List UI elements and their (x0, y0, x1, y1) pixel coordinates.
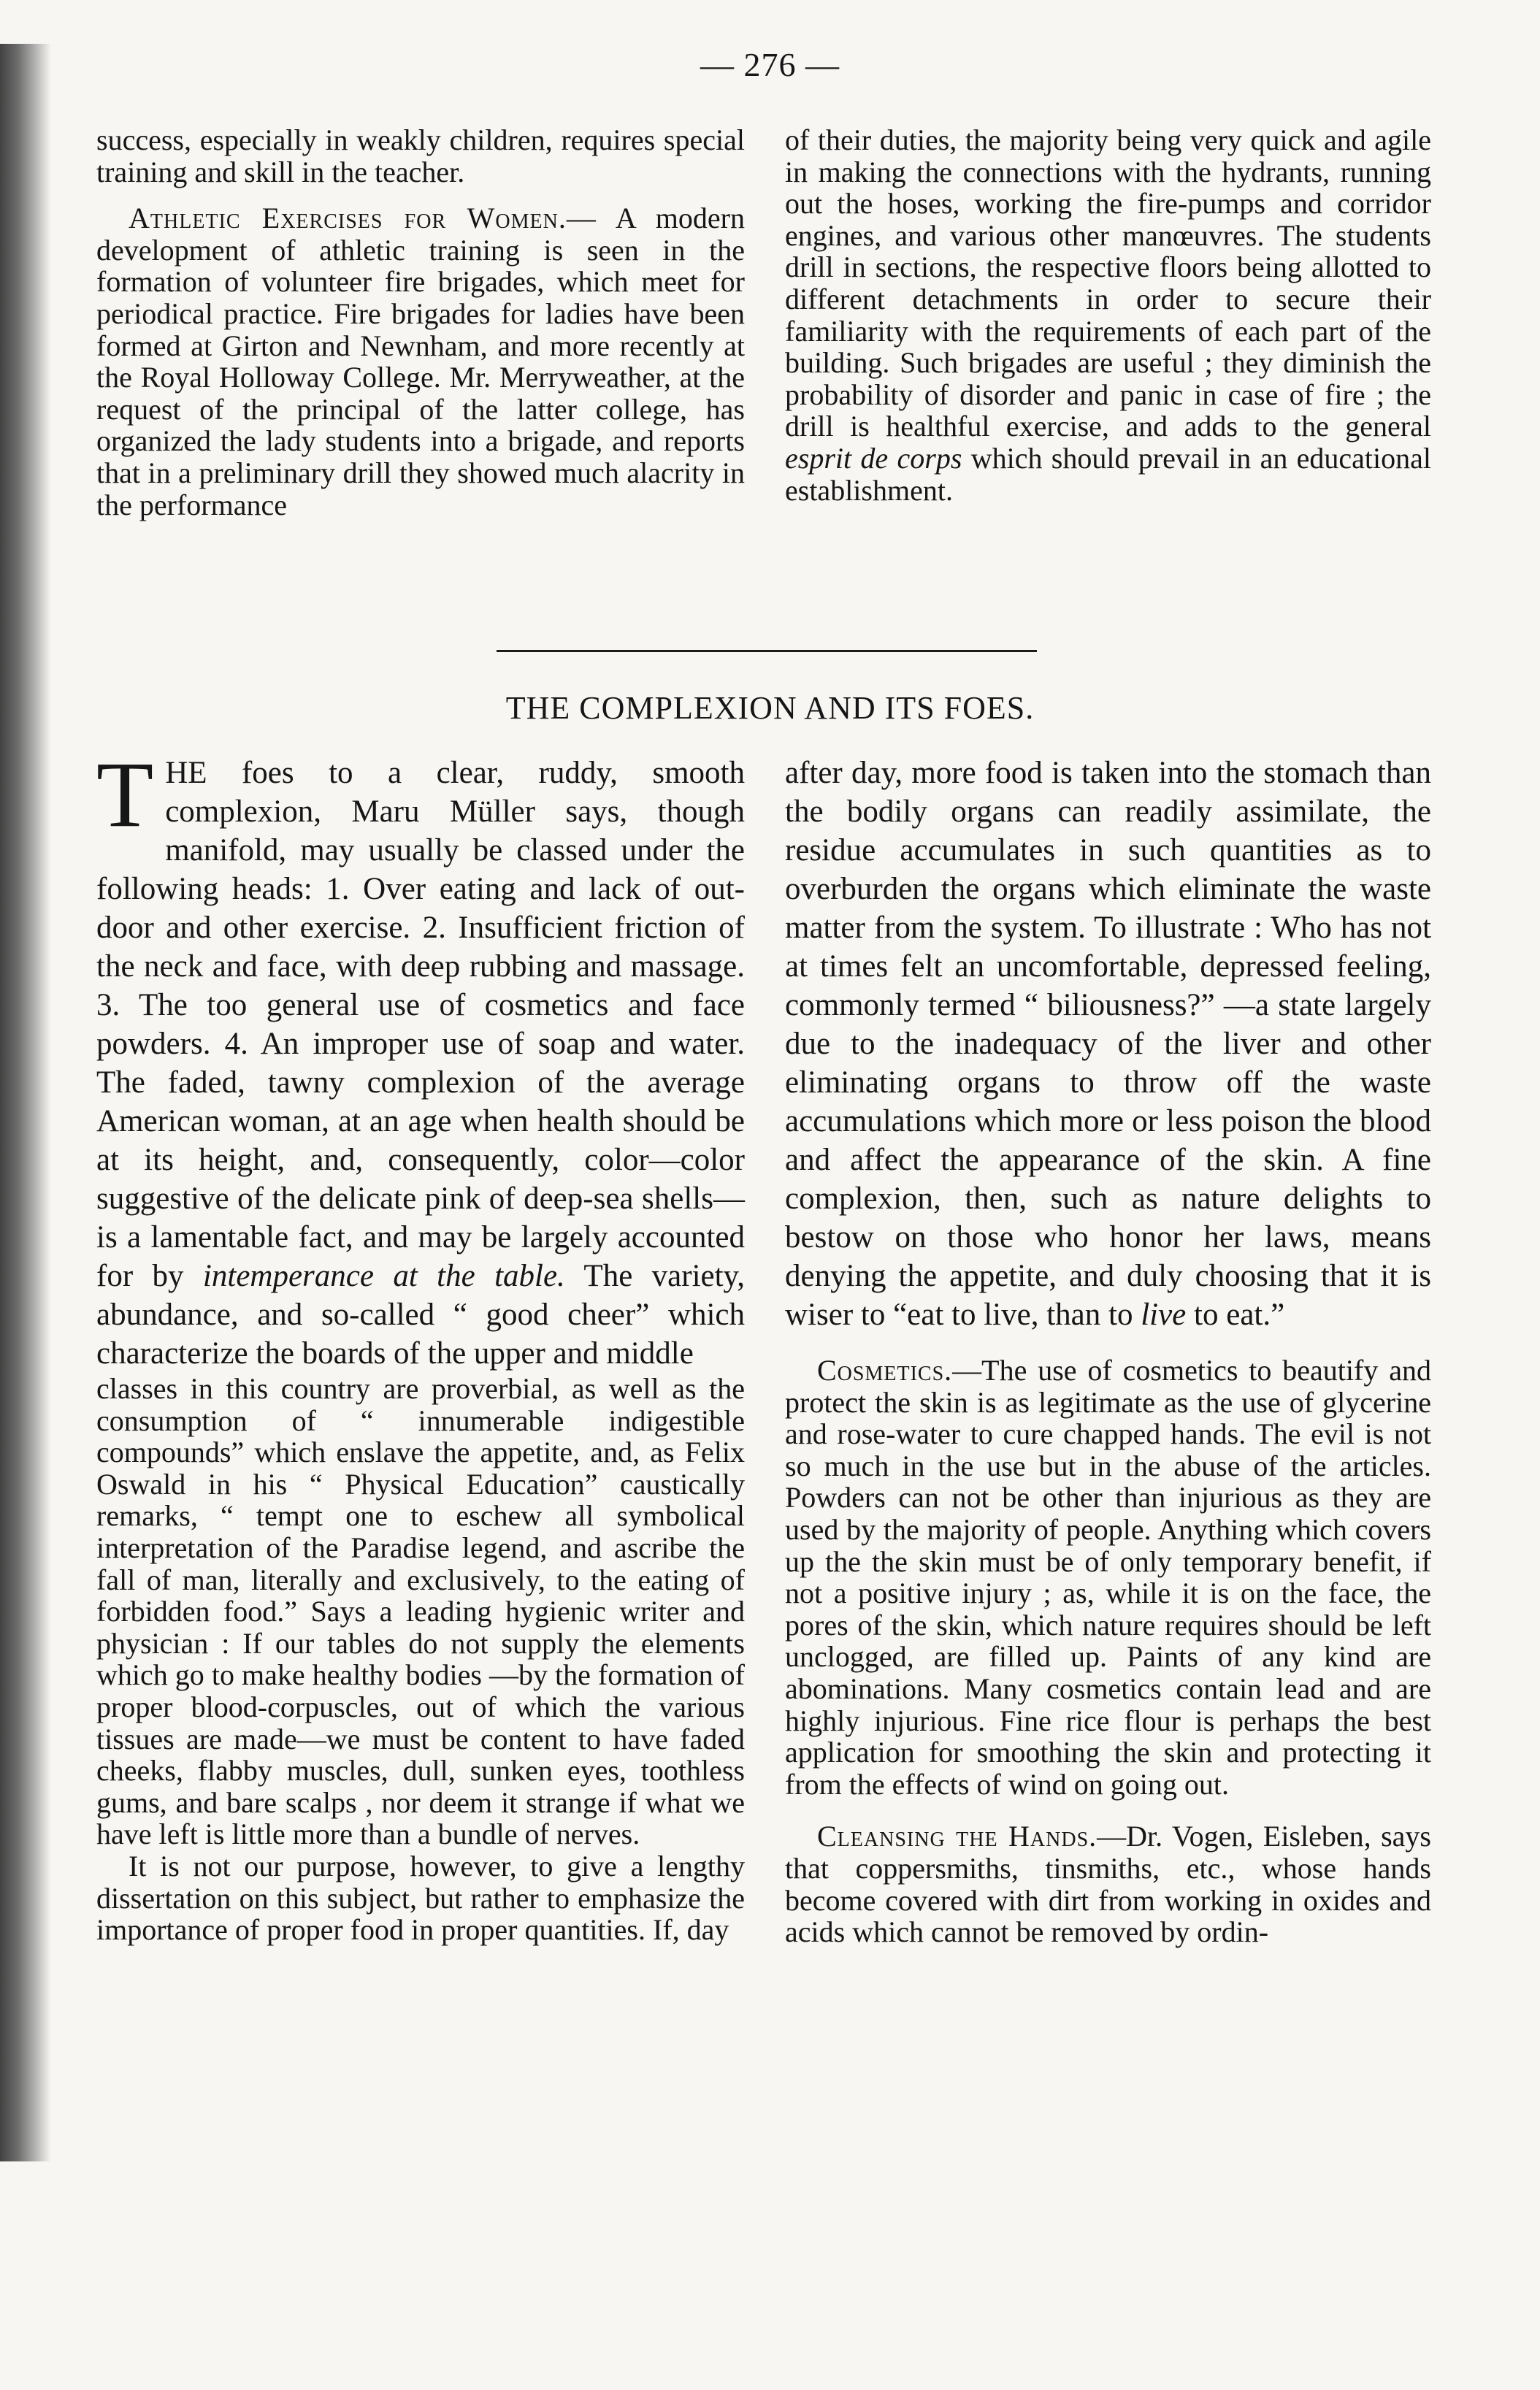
paragraph-food-continued (785, 754, 1431, 1334)
article-title: THE COMPLEXION AND ITS FOES. (505, 690, 1035, 726)
page-number: — 276 — (700, 46, 840, 83)
intemperance-italic: intemperance at the table. (202, 1259, 565, 1293)
paragraph-foes-intro (96, 743, 746, 1373)
food-tail: to eat.” (1186, 1298, 1285, 1332)
column-top-left (96, 124, 745, 521)
paragraph-training-continued: success, especially in weakly children, requires special training and skill in the teacher. (96, 123, 745, 188)
athletic-exercises-text: A modern development of athletic training is seen in the formation of volunteer fire brigades, which meet for periodical practice. Fire brigades for ladies have been formed at Girton and Newnham, and more recently at the Royal Holloway College. Mr. Merryweather, at the request of the principal of the latter college, has organized the lady students into a brigade, and reports that in a preliminary drill they showed much alacrity in the performance (96, 202, 745, 521)
column-bottom-left (96, 743, 746, 1947)
cleansing-hands-text: —Dr. Vogen, Eisleben, says that coppersmiths, tinsmiths, etc., whose hands become covered with dirt from working in oxides and acids which cannot be removed by ordin- (785, 1820, 1431, 1949)
paragraph-fire-brigades-continued (785, 124, 1431, 506)
paragraph-cleansing-hands (785, 1820, 1431, 1947)
esprit-de-corps-italic: esprit de corps (785, 441, 962, 475)
page-binding-shadow (0, 44, 51, 2161)
column-top-right (785, 124, 1431, 506)
fire-brigades-tail: which should prevail in an educational establishment. (785, 441, 1431, 507)
section-heading-cosmetics: Cosmetics. (817, 1354, 953, 1387)
paragraph-foes-continued: classes in this country are proverbial, as well as the consumption of “ innumerable indigestible compounds” which enslave the appetite, and, as Felix Oswald in his “ Physical Education” caustically remarks, “ tempt one to eschew all symbolical interpretation of the Paradise legend, and ascribe the fall of man, literally and exclusively, to the eating of forbidden food.” Says a leading hygienic writer and physician : If our tables do not supply the elements which go to make healthy bodies —by the formation of proper blood-corpuscles, out of which the various tissues are made—we must be content to have faded cheeks, flabby muscles, dull, sunken eyes, toothless gums, and bare scalps , nor deem it strange if what we have left is little more than a bundle of nerves. (96, 1372, 745, 1851)
drop-cap-letter: T (96, 743, 154, 846)
paragraph-not-our-purpose: It is not our purpose, however, to give a lengthy dissertation on this subject, but rather to emphasize the importance of proper food in proper quantities. If, day (96, 1849, 745, 1947)
fire-brigades-text: of their duties, the majority being very quick and agile in making the connections with the hydrants, running out the hoses, working the fire-pumps and corridor engines, and various other manœuvres. The students drill in sections, the respective floors being allotted to different detachments in order to secure their familiarity with the requirements of each part of the building. Such brigades are useful ; they diminish the probability of disorder and panic in case of fire ; the drill is healthful exercise, and adds to the general (785, 123, 1431, 443)
live-italic: live (1141, 1298, 1187, 1332)
food-text: after day, more food is taken into the stomach than the bodily organs can readily assimilate, the residue accumulates in such quantities as to overburden the organs which eliminate the waste matter from the system. To illustrate : Who has not at times felt an uncomfortable, depressed feeling, commonly termed “ biliousness?” —a state largely due to the inadequacy of the liver and other eliminating organs to throw off the waste accumulations which more or less poison the blood and affect the appearance of the skin. A fine complexion, then, such as nature delights to bestow on those who honor her laws, means denying the appetite, and duly choosing that it is wiser to “eat to live, than to (785, 756, 1431, 1332)
cosmetics-text: —The use of cosmetics to beautify and protect the skin is as legitimate as the use of glycerine and rose-water to cure chapped hands. The evil is not so much in the use but in the abuse of the articles. Powders can not be other than injurious as they are used by the majority of people. Anything which covers up the the skin must be of only temporary benefit, if not a positive injury ; as, while it is on the face, the pores of the skin, which nature requires should be left unclogged, are filled up. Paints of any kind are abominations. Many cosmetics contain lead and are highly injurious. Fine rice flour is perhaps the best application for smoothing the skin and protecting it from the effects of wind on going out. (785, 1354, 1431, 1801)
column-bottom-right (785, 754, 1431, 1948)
section-heading-athletic-exercises: Athletic Exercises for Women.— (129, 202, 597, 235)
foes-intro-text: HE foes to a clear, ruddy, smooth complexion, Maru Müller says, though manifold, may usually be classed under the following heads: 1. Over eating and lack of out-door and other exercise. 2. Insufficient friction of the neck and face, with deep rubbing and massage. 3. The too general use of cosmetics and face powders. 4. An improper use of soap and water. The faded, tawny complexion of the average American woman, at an age when health should be at its height, and, consequently, color—color suggestive of the delicate pink of deep-sea shells—is a lamentable fact, and may be largely accounted for by (96, 756, 745, 1293)
section-heading-cleansing-hands: Cleansing the Hands. (817, 1820, 1097, 1853)
foes-intro-text-b: The variety, abundance, and so-called “ good cheer” which characterize the boards of the upper and middle (96, 1259, 746, 1371)
paragraph-athletic-exercises (96, 202, 745, 521)
paragraph-cosmetics (785, 1355, 1431, 1800)
section-divider-rule (497, 650, 1037, 652)
